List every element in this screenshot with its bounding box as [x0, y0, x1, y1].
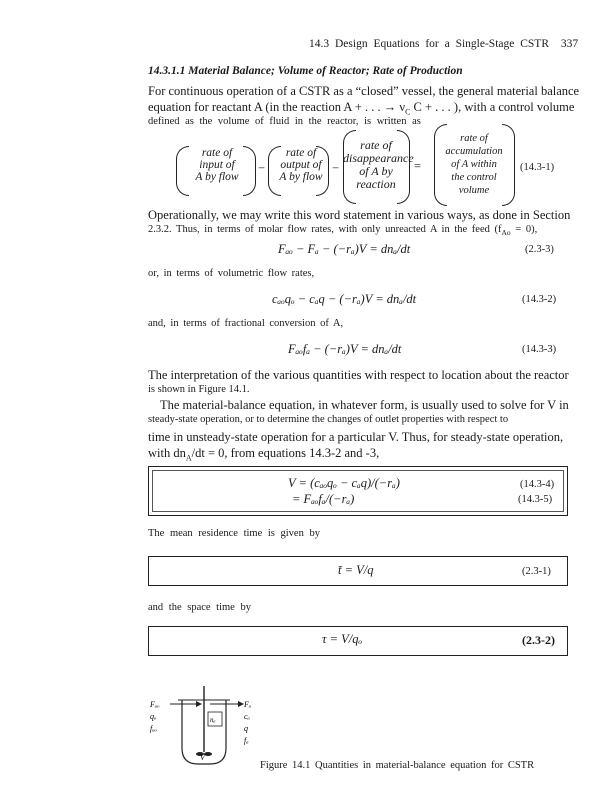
- para-operationally-2: [148, 224, 537, 237]
- para-interp-1: The interpretation of the various quantities with respect to location about the reactor: [148, 368, 569, 382]
- text-residence: The mean residence time is given by: [148, 528, 320, 539]
- para-mb-3: time in unsteady-state operation for a particular V. Thus, for steady-state operation,: [148, 430, 564, 444]
- intro-line-1: For continuous operation of a CSTR as a “closed” vessel, the general material balance: [148, 84, 580, 98]
- intro-line-2-sub: C: [405, 107, 411, 117]
- eq-2-3-3: Fₐₒ − Fₐ − (−rₐ)V = dnₐ/dt: [278, 242, 411, 256]
- term-reaction: [343, 138, 414, 191]
- eq-tag-14-3-1: (14.3-1): [520, 162, 555, 173]
- minus-sign-1: −: [258, 161, 266, 175]
- inside-label-n: nₐ: [210, 716, 216, 724]
- term-accum-l5: volume: [458, 185, 490, 196]
- text-volumetric: or, in terms of volumetric flow rates,: [148, 268, 315, 279]
- para-mb-tail: /dt = 0, from equations 14.3-2 and -3,: [191, 446, 380, 460]
- term-reaction-l4: reaction: [356, 177, 396, 191]
- para-mb-sub: A: [185, 453, 192, 463]
- eq-tag-14-3-2: (14.3-2): [522, 294, 557, 305]
- stirrer-blade-right: [204, 752, 212, 756]
- eq-tag-14-3-3: (14.3-3): [522, 344, 557, 355]
- section-heading: 14.3.1.1 Material Balance; Volume of Reactor; Rate of Production: [148, 65, 463, 77]
- outlet-label-f: fₐ: [244, 736, 249, 745]
- outlet-label-F: Fₐ: [244, 700, 252, 709]
- para-op-head: 2.3.2. Thus, in terms of molar flow rates, with only unreacted A in the feed (f: [148, 224, 502, 235]
- intro-line-2-head: equation for reactant A (in the reaction A + . . . → ν: [148, 100, 406, 114]
- term-accum-l2: accumulation: [445, 146, 503, 157]
- minus-sign-2: −: [332, 161, 340, 175]
- para-mb-1: The material-balance equation, in whatever form, is usually used to solve for V in: [160, 398, 569, 412]
- para-op-tail: = 0),: [515, 224, 538, 235]
- term-accum-l3: of A within: [451, 159, 497, 170]
- eq-tag-14-3-4: (14.3-4): [520, 479, 555, 490]
- eq-14-3-5: = Fₐₒfₐ/(−rₐ): [292, 492, 355, 506]
- running-title: 14.3 Design Equations for a Single-Stage CSTR: [309, 38, 549, 50]
- para-mb-head: with dn: [148, 446, 186, 460]
- eq-2-3-1: t̄ = V/q: [338, 563, 374, 577]
- outlet-label-c: cₐ: [244, 712, 250, 721]
- para-operationally-1: Operationally, we may write this word statement in various ways, as done in Section: [148, 208, 571, 222]
- inlet-label-f: fₐₒ: [150, 724, 157, 733]
- eq-tag-14-3-5: (14.3-5): [518, 494, 553, 505]
- intro-line-3: defined as the volume of fluid in the reactor, is written as: [148, 116, 421, 127]
- term-output-l2: output of: [280, 159, 322, 171]
- para-op-sub: Ao: [501, 228, 511, 238]
- cstr-figure: [148, 680, 258, 776]
- term-output-l3: A by flow: [279, 171, 323, 183]
- text-fractional: and, in terms of fractional conversion of A,: [148, 318, 344, 329]
- term-accumulation: [436, 132, 512, 197]
- para-mb-2: steady-state operation, or to determine the changes of outlet properties with respect to: [148, 414, 509, 425]
- term-reaction-l2: disappearance: [343, 151, 414, 165]
- eq-14-3-4: V = (cₐₒqₒ − cₐq)/(−rₐ): [288, 476, 400, 490]
- inlet-label-q: qₒ: [150, 712, 157, 721]
- intro-line-2: [148, 100, 574, 117]
- outlet-label-q: q: [244, 724, 248, 733]
- term-input: [184, 147, 250, 183]
- para-interp-2: is shown in Figure 14.1.: [148, 384, 250, 395]
- eq-tag-2-3-2: (2.3-2): [522, 633, 555, 647]
- vessel-label-V: V: [200, 753, 205, 762]
- running-header: [309, 38, 578, 50]
- term-input-l3: A by flow: [195, 171, 239, 183]
- term-output: [272, 147, 330, 183]
- eq-14-3-2: cₐₒqₒ − cₐq − (−rₐ)V = dnₐ/dt: [272, 292, 417, 306]
- term-reaction-l3: of A by: [359, 164, 393, 178]
- inlet-arrowhead: [196, 701, 202, 707]
- eq-14-3-3: Fₐₒfₐ − (−rₐ)V = dnₐ/dt: [288, 342, 402, 356]
- term-input-l2: input of: [199, 159, 235, 171]
- figure-caption: Figure 14.1 Quantities in material-balance equation for CSTR: [260, 760, 535, 771]
- term-input-l1: rate of: [201, 147, 233, 159]
- term-accum-l1: rate of: [460, 133, 488, 144]
- eq-tag-2-3-3: (2.3-3): [525, 244, 554, 255]
- page-number: 337: [560, 38, 579, 50]
- equals-sign: =: [414, 159, 422, 173]
- term-output-l1: rate of: [285, 147, 317, 159]
- term-accum-l4: the control: [451, 172, 497, 183]
- term-reaction-l1: rate of: [360, 138, 392, 152]
- text-space-time: and the space time by: [148, 602, 251, 613]
- eq-2-3-2: τ = V/qₒ: [322, 632, 363, 646]
- para-mb-4: [148, 446, 379, 463]
- eq-tag-2-3-1: (2.3-1): [522, 566, 551, 577]
- intro-line-2-tail: C + . . . ), with a control volume: [413, 100, 575, 114]
- inlet-label-F: Fₐₒ: [150, 700, 160, 709]
